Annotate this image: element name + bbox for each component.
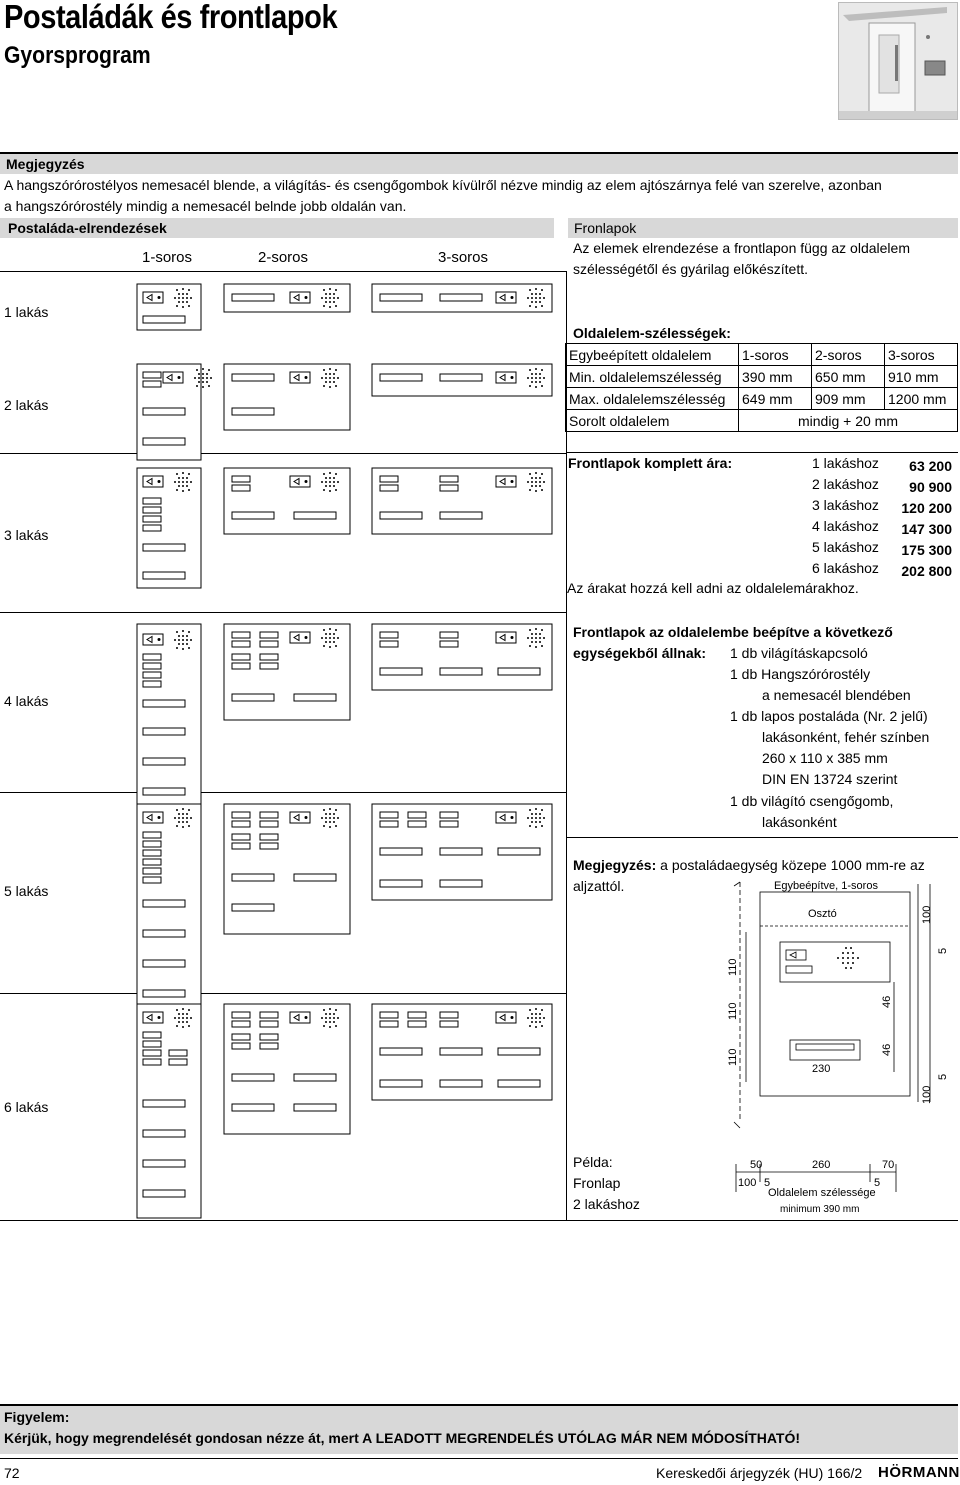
front-panel bbox=[224, 804, 350, 934]
front-panel bbox=[372, 468, 552, 534]
table-cell: Max. oldalelemszélesség bbox=[566, 388, 739, 410]
front-panel bbox=[224, 284, 350, 312]
example-label: Példa: bbox=[573, 1154, 613, 1170]
front-panel bbox=[137, 1004, 201, 1218]
mount-note-label: Megjegyzés: bbox=[573, 857, 657, 873]
price-value: 63 200 bbox=[909, 458, 952, 474]
prices-note: Az árakat hozzá kell adni az oldalelemárakhoz. bbox=[567, 580, 859, 596]
row-5-lakas: 5 lakás bbox=[4, 883, 49, 899]
dim-label: 230 bbox=[812, 1063, 831, 1075]
dim-label: 260 bbox=[812, 1159, 831, 1171]
col-3-soros: 3-soros bbox=[438, 249, 489, 266]
table-cell: 910 mm bbox=[885, 366, 958, 388]
price-value: 147 300 bbox=[901, 521, 952, 537]
dim-label: 110 bbox=[727, 1002, 739, 1020]
front-panel bbox=[372, 1004, 552, 1100]
front-panel bbox=[372, 364, 552, 396]
dim-label: 46 bbox=[881, 995, 893, 1008]
units-heading-1: Frontlapok az oldalelembe beépítve a következő bbox=[573, 624, 893, 640]
price-value: 175 300 bbox=[901, 542, 952, 558]
price-label: 1 lakáshoz bbox=[812, 455, 879, 471]
prices-heading: Frontlapok komplett ára: bbox=[568, 455, 733, 471]
drawing-width-label: Oldalelem szélessége bbox=[768, 1187, 876, 1199]
frontlapok-heading: Fronlapok bbox=[574, 220, 637, 236]
warning-heading: Figyelem: bbox=[4, 1409, 70, 1425]
note-heading: Megjegyzés bbox=[6, 156, 85, 172]
unit-item: DIN EN 13724 szerint bbox=[762, 771, 898, 787]
table-cell: Egybeépített oldalelem bbox=[566, 344, 739, 366]
front-panel bbox=[137, 468, 201, 588]
front-panel bbox=[137, 804, 201, 1018]
table-cell: 1200 mm bbox=[885, 388, 958, 410]
table-row bbox=[566, 344, 958, 366]
drawing-oszto: Osztó bbox=[808, 908, 837, 920]
drawing-top-label: Egybeépítve, 1-soros bbox=[774, 880, 878, 892]
table-cell: 909 mm bbox=[812, 388, 885, 410]
unit-item: 1 db lapos postaláda (Nr. 2 jelű) bbox=[730, 708, 928, 724]
table-row bbox=[566, 410, 958, 432]
dim-label: 5 bbox=[937, 947, 949, 954]
mount-note-text: a postaládaegység közepe 1000 mm-re az bbox=[660, 857, 925, 873]
dim-label: 110 bbox=[727, 958, 739, 976]
price-label: 5 lakáshoz bbox=[812, 539, 879, 555]
price-value: 120 200 bbox=[901, 500, 952, 516]
col-2-soros: 2-soros bbox=[258, 249, 309, 266]
dim-label: 5 bbox=[937, 1073, 949, 1080]
front-panel bbox=[224, 468, 350, 534]
example-line-3: 2 lakáshoz bbox=[573, 1196, 640, 1212]
dim-label: 100 bbox=[738, 1177, 757, 1189]
table-cell: mindig + 20 mm bbox=[739, 410, 958, 432]
frontlapok-text-1: Az elemek elrendezése a frontlapon függ az oldalelem bbox=[573, 240, 910, 256]
table-cell: 1-soros bbox=[739, 344, 812, 366]
warning-text: Kérjük, hogy megrendelését gondosan nézze át, mert A LEADOTT MEGRENDELÉS UTÓLAG MÁR NEM MÓDOSÍTHATÓ! bbox=[4, 1430, 800, 1446]
layouts-heading: Postaláda-elrendezések bbox=[8, 220, 167, 236]
dim-label: 50 bbox=[750, 1159, 763, 1171]
page-number: 72 bbox=[4, 1465, 20, 1481]
note-text-1: A hangszórórostélyos nemesacél blende, a világítás- és csengőgombok kívülről nézve mindig az elem ajtószárnya felé van szerelve, azonban bbox=[4, 177, 882, 193]
unit-item: 1 db világításkapcsoló bbox=[730, 645, 868, 661]
dim-label: 100 bbox=[921, 1085, 933, 1104]
table-cell: Sorolt oldalelem bbox=[566, 410, 739, 432]
widths-table bbox=[565, 343, 958, 432]
table-row bbox=[566, 366, 958, 388]
drawing-min-label: minimum 390 mm bbox=[780, 1204, 860, 1215]
dim-label: 100 bbox=[921, 905, 933, 924]
front-panel bbox=[137, 624, 201, 808]
unit-item: 1 db világító csengőgomb, bbox=[730, 793, 894, 809]
layout-diagrams bbox=[0, 272, 566, 1220]
example-line-2: Fronlap bbox=[573, 1175, 621, 1191]
price-value: 90 900 bbox=[909, 479, 952, 495]
table-cell: 2-soros bbox=[812, 344, 885, 366]
front-panel bbox=[372, 624, 552, 690]
brand-logo: HÖRMANN bbox=[878, 1464, 960, 1481]
dim-label: 5 bbox=[764, 1177, 771, 1189]
mount-note-text-2: aljzattól. bbox=[573, 878, 625, 894]
dim-label: 70 bbox=[882, 1159, 895, 1171]
frontlapok-text-2: szélességétől és gyárilag előkészített. bbox=[573, 261, 809, 277]
table-cell: Min. oldalelemszélesség bbox=[566, 366, 739, 388]
row-1-lakas: 1 lakás bbox=[4, 304, 49, 320]
col-1-soros: 1-soros bbox=[142, 249, 193, 266]
table-row bbox=[566, 388, 958, 410]
price-value: 202 800 bbox=[901, 563, 952, 579]
unit-item: 1 db Hangszórórostély bbox=[730, 666, 871, 682]
widths-heading: Oldalelem-szélességek: bbox=[573, 325, 731, 341]
front-panel bbox=[372, 804, 552, 900]
table-cell: 650 mm bbox=[812, 366, 885, 388]
table-cell: 649 mm bbox=[739, 388, 812, 410]
row-3-lakas: 3 lakás bbox=[4, 527, 49, 543]
note-text-2: a hangszórórostély mindig a nemesacél belnde jobb oldalán van. bbox=[4, 198, 407, 214]
price-label: 6 lakáshoz bbox=[812, 560, 879, 576]
technical-drawing bbox=[700, 872, 958, 1220]
catalog-reference: Kereskedői árjegyzék (HU) 166/2 bbox=[656, 1465, 863, 1481]
unit-item: a nemesacél blendében bbox=[762, 687, 911, 703]
row-4-lakas: 4 lakás bbox=[4, 693, 49, 709]
price-label: 3 lakáshoz bbox=[812, 497, 879, 513]
page-title: Postaládák és frontlapok bbox=[4, 0, 338, 35]
row-2-lakas: 2 lakás bbox=[4, 397, 49, 413]
price-label: 2 lakáshoz bbox=[812, 476, 879, 492]
table-cell: 390 mm bbox=[739, 366, 812, 388]
row-6-lakas: 6 lakás bbox=[4, 1099, 49, 1115]
door-photo bbox=[838, 2, 958, 120]
page-subtitle: Gyorsprogram bbox=[4, 42, 151, 69]
unit-item: 260 x 110 x 385 mm bbox=[762, 750, 888, 766]
dim-label: 5 bbox=[874, 1177, 881, 1189]
dim-label: 110 bbox=[727, 1048, 739, 1066]
dim-label: 46 bbox=[881, 1043, 893, 1056]
front-panel bbox=[224, 1004, 350, 1134]
unit-item: lakásonként, fehér színben bbox=[762, 729, 930, 745]
table-cell: 3-soros bbox=[885, 344, 958, 366]
price-label: 4 lakáshoz bbox=[812, 518, 879, 534]
unit-item: lakásonként bbox=[762, 814, 837, 830]
front-panel bbox=[372, 284, 552, 312]
units-heading-2: egységekből állnak: bbox=[573, 645, 707, 661]
